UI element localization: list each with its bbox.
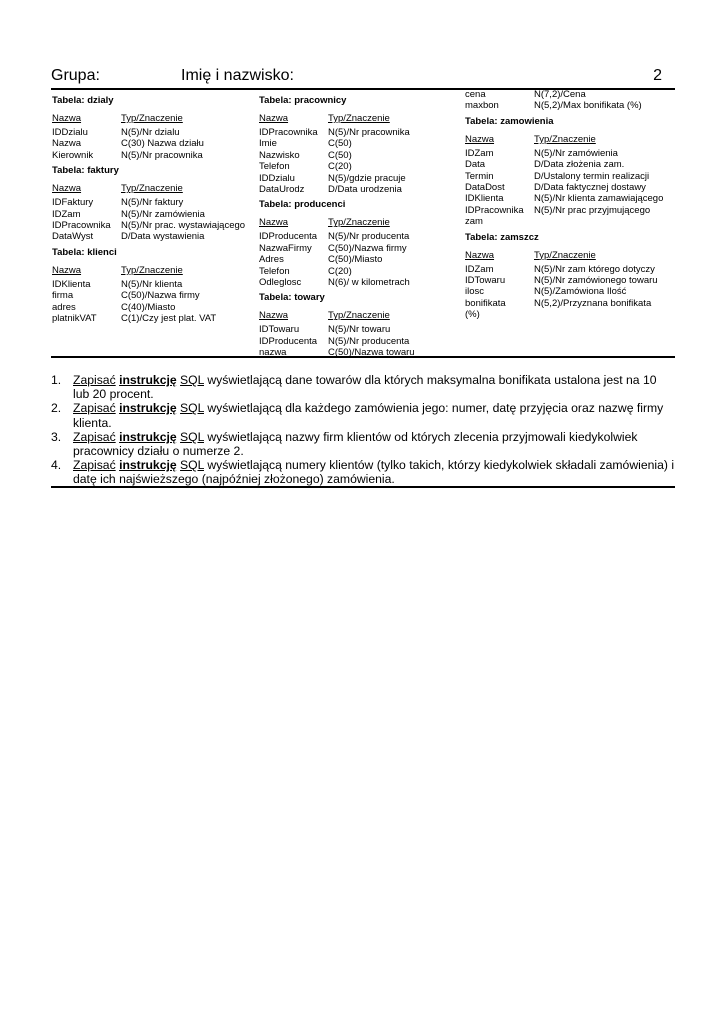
table-rows	[52, 279, 252, 325]
field-name: Kierownik	[52, 149, 94, 161]
field-name: bonifikata	[465, 297, 506, 309]
field-name: DataUrodz	[259, 184, 305, 196]
table-producenci	[259, 199, 459, 288]
field-name: IDDzialu	[52, 127, 88, 138]
header-nazwa: Nazwa	[259, 310, 289, 322]
field-type: C(20)	[328, 161, 352, 173]
table-row	[52, 209, 252, 220]
field-type: N(5)/Nr faktury	[121, 197, 184, 209]
field-type: N(5)/Nr zam którego dotyczy	[534, 263, 655, 275]
task-rest: wyświetlającą dane towarów dla których maksymalna bonifikata ustalona jest na 10 lub 20 procent.	[73, 373, 657, 402]
field-name: ilosc	[465, 286, 485, 298]
table-title: Tabela: dzialy	[52, 95, 114, 106]
field-name: IDTowaru	[465, 275, 506, 287]
field-type: N(5)/Nr zamówionego towaru	[534, 275, 658, 287]
table-row	[52, 197, 252, 208]
field-type: N(5,2)/Przyznana bonifikata	[534, 297, 652, 309]
page-number: 2	[653, 67, 662, 84]
table-title: Tabela: zamszcz	[465, 231, 539, 243]
table-faktury	[52, 165, 252, 243]
task-sql: SQL	[180, 458, 204, 473]
field-type: C(50)/Nazwa firmy	[328, 242, 407, 254]
field-name: adres	[52, 301, 76, 313]
imie-nazwisko-label: Imię i nazwisko:	[181, 67, 294, 84]
table-rows	[52, 197, 252, 243]
field-name: zam	[465, 216, 483, 228]
field-type	[534, 309, 675, 320]
task-text	[73, 401, 675, 429]
table-row	[52, 302, 252, 313]
header-typ: Typ/Znaczenie	[328, 113, 390, 124]
header-typ: Typ/Znaczenie	[121, 183, 183, 195]
table-title: Tabela: producenci	[259, 199, 346, 211]
field-name: cena	[465, 89, 486, 100]
table-dzialy	[52, 95, 252, 161]
table-title: Tabela: faktury	[52, 165, 119, 177]
table-row	[465, 171, 675, 182]
field-type: N(5,2)/Max bonifikata (%)	[534, 100, 642, 112]
field-type: N(5)/Nr pracownika	[328, 127, 410, 138]
field-type: D/Ustalony termin realizacji	[534, 170, 650, 182]
field-type: C(50)/Miasto	[328, 254, 383, 266]
field-type: C(50)/Nazwa firmy	[121, 290, 200, 302]
field-type: N(5)/gdzie pracuje	[328, 172, 406, 184]
task-number: 2.	[51, 401, 62, 416]
task-item	[51, 401, 675, 429]
header-nazwa: Nazwa	[259, 217, 289, 229]
table-rows	[465, 148, 675, 228]
task-item	[51, 430, 675, 458]
header-typ: Typ/Znaczenie	[121, 264, 183, 276]
table-row	[465, 309, 675, 320]
table-row	[259, 127, 459, 138]
table-row	[52, 220, 252, 231]
field-name: DataDost	[465, 182, 505, 194]
task-sql: SQL	[180, 429, 204, 444]
task-sql: SQL	[180, 373, 204, 387]
task-zapisac: Zapisać	[73, 373, 116, 387]
table-zamowienia	[465, 116, 675, 228]
field-type: N(5)/Nr prac. wystawiającego	[121, 220, 246, 232]
field-name: IDPracownika	[465, 204, 524, 216]
table-row	[259, 173, 459, 184]
task-item	[51, 373, 675, 401]
task-instrukcje: instrukcję	[119, 429, 177, 444]
task-rest: wyświetlającą numery klientów (tylko takich, którzy kiedykolwiek składali zamówienia) i datę ich najświeższego (najpóźniej złożonego) zamówienia.	[73, 458, 675, 487]
column-3	[465, 89, 675, 325]
task-number: 4.	[51, 458, 62, 473]
field-type: N(5)/Nr producenta	[328, 335, 410, 347]
table-row	[465, 89, 675, 100]
field-name: IDProducenta	[259, 335, 318, 347]
task-zapisac: Zapisać	[73, 401, 116, 416]
task-sql: SQL	[180, 401, 204, 416]
field-type: N(6)/ w kilometrach	[328, 277, 410, 289]
table-row	[259, 231, 459, 242]
header-nazwa: Nazwa	[259, 113, 289, 124]
field-type: N(5)/Nr pracownika	[121, 149, 203, 161]
field-name: Termin	[465, 170, 494, 182]
field-name: DataWyst	[52, 231, 94, 243]
field-name: IDPracownika	[52, 220, 111, 232]
page-header	[51, 66, 675, 90]
task-zapisac: Zapisać	[73, 458, 116, 473]
field-type	[534, 216, 675, 227]
table-row	[52, 231, 252, 242]
table-title: Tabela: klienci	[52, 246, 117, 258]
header-typ: Typ/Znaczenie	[121, 113, 183, 124]
field-name: Odleglosc	[259, 277, 302, 289]
field-type: N(5)/Nr zamówienia	[121, 208, 205, 220]
field-name: IDKlienta	[52, 278, 91, 290]
field-name: maxbon	[465, 100, 499, 112]
table-title: Tabela: towary	[259, 292, 325, 304]
table-row	[52, 138, 252, 149]
table-row	[52, 290, 252, 301]
table-row	[52, 150, 252, 161]
field-name: Nazwisko	[259, 149, 300, 161]
table-rows	[259, 127, 459, 195]
table-row	[259, 254, 459, 265]
table-row	[465, 100, 675, 111]
field-name: Data	[465, 159, 486, 171]
column-1	[52, 95, 252, 328]
header-nazwa: Nazwa	[465, 133, 495, 145]
field-name: Telefon	[259, 161, 290, 173]
field-type: N(7,2)/Cena	[534, 89, 586, 100]
task-item	[51, 458, 675, 486]
table-row	[52, 313, 252, 324]
table-row	[465, 205, 675, 216]
field-type: C(50)	[328, 138, 352, 150]
table-towary-continued	[465, 89, 675, 112]
field-name: firma	[52, 290, 74, 302]
table-row	[259, 161, 459, 172]
field-type: N(5)/Nr prac przyjmującego	[534, 204, 651, 216]
field-type: N(5)/Nr dzialu	[121, 127, 180, 138]
table-row	[259, 138, 459, 149]
task-text	[73, 458, 675, 486]
field-type: N(5)/Nr klienta zamawiającego	[534, 193, 664, 205]
field-type: N(5)/Nr klienta	[121, 278, 183, 290]
table-klienci	[52, 247, 252, 325]
field-name: Imie	[259, 138, 277, 150]
field-type: D/Data złożenia zam.	[534, 159, 625, 171]
field-type: N(5)/Nr towaru	[328, 324, 391, 336]
field-name: IDPracownika	[259, 127, 318, 138]
field-name: (%)	[465, 309, 480, 321]
table-zamszcz	[465, 232, 675, 321]
field-type: C(40)/Miasto	[121, 301, 176, 313]
table-rows	[52, 127, 252, 161]
table-header	[465, 250, 675, 264]
table-header	[52, 265, 252, 279]
field-name: nazwa	[259, 347, 287, 359]
field-type: N(5)/Nr producenta	[328, 231, 410, 243]
table-row	[52, 127, 252, 138]
table-header	[52, 113, 252, 127]
task-text	[73, 430, 675, 458]
task-zapisac: Zapisać	[73, 429, 116, 444]
task-rest: wyświetlającą nazwy firm klientów od których zlecenia przyjmowali kiedykolwiek pracownicy działu o numerze 2.	[73, 429, 638, 459]
field-type: N(5)/Zamówiona Ilość	[534, 286, 627, 298]
header-nazwa: Nazwa	[52, 183, 82, 195]
field-name: platnikVAT	[52, 313, 97, 325]
field-name: IDZam	[465, 147, 494, 159]
field-name: IDZam	[52, 208, 81, 220]
table-header	[465, 134, 675, 148]
table-row	[259, 336, 459, 347]
table-row	[52, 279, 252, 290]
header-typ: Typ/Znaczenie	[328, 217, 390, 229]
header-nazwa: Nazwa	[52, 264, 82, 276]
task-instrukcje: instrukcję	[119, 401, 177, 416]
table-rows	[259, 231, 459, 288]
task-rest: wyświetlającą dla każdego zamówienia jego: numer, datę przyjęcia oraz nazwę firmy klienta.	[73, 401, 664, 430]
table-row	[465, 216, 675, 227]
table-rows	[465, 89, 675, 112]
table-row	[259, 184, 459, 195]
field-type: D/Data faktycznej dostawy	[534, 182, 646, 194]
table-row	[465, 193, 675, 204]
table-row	[465, 264, 675, 275]
table-row	[465, 298, 675, 309]
table-title: Tabela: pracownicy	[259, 95, 347, 106]
field-name: IDKlienta	[465, 193, 504, 205]
task-list	[51, 373, 675, 487]
table-header	[259, 217, 459, 231]
table-rows	[259, 324, 459, 358]
table-header	[52, 183, 252, 197]
field-type: C(30) Nazwa działu	[121, 138, 204, 150]
field-name: Adres	[259, 254, 284, 266]
table-header	[259, 113, 459, 127]
bottom-divider	[51, 486, 675, 488]
field-name: IDFaktury	[52, 197, 94, 209]
field-type: N(5)/Nr zamówienia	[534, 147, 618, 159]
field-name: Nazwa	[52, 138, 82, 150]
task-instrukcje: instrukcję	[119, 373, 177, 387]
header-typ: Typ/Znaczenie	[328, 310, 390, 322]
section-divider	[51, 356, 675, 358]
header-typ: Typ/Znaczenie	[534, 133, 596, 145]
header-typ: Typ/Znaczenie	[534, 249, 596, 261]
task-number: 3.	[51, 429, 62, 444]
table-row	[465, 159, 675, 170]
task-text	[73, 373, 675, 401]
field-name: IDProducenta	[259, 231, 318, 243]
column-2	[259, 95, 459, 363]
table-row	[259, 266, 459, 277]
field-type: D/Data wystawienia	[121, 231, 205, 243]
field-type: C(20)	[328, 265, 352, 277]
task-number: 1.	[51, 373, 62, 387]
grupa-label: Grupa:	[51, 67, 100, 84]
table-rows	[465, 264, 675, 321]
field-name: Telefon	[259, 265, 290, 277]
field-type: C(50)	[328, 149, 352, 161]
table-row	[259, 277, 459, 288]
table-pracownicy	[259, 95, 459, 195]
table-towary	[259, 292, 459, 358]
table-row	[465, 275, 675, 286]
field-type: C(1)/Czy jest plat. VAT	[121, 313, 217, 325]
table-header	[259, 310, 459, 324]
field-type: D/Data urodzenia	[328, 184, 402, 196]
table-row	[465, 148, 675, 159]
table-title: Tabela: zamowienia	[465, 115, 554, 127]
field-name: IDDzialu	[259, 172, 295, 184]
field-name: IDZam	[465, 263, 494, 275]
table-row	[259, 150, 459, 161]
table-row	[465, 182, 675, 193]
header-nazwa: Nazwa	[465, 249, 495, 261]
field-name: NazwaFirmy	[259, 242, 312, 254]
table-row	[259, 243, 459, 254]
table-row	[259, 324, 459, 335]
header-nazwa: Nazwa	[52, 113, 82, 124]
field-name: IDTowaru	[259, 324, 300, 336]
table-row	[465, 286, 675, 297]
field-type: C(50)/Nazwa towaru	[328, 347, 415, 359]
task-instrukcje: instrukcję	[119, 458, 177, 473]
